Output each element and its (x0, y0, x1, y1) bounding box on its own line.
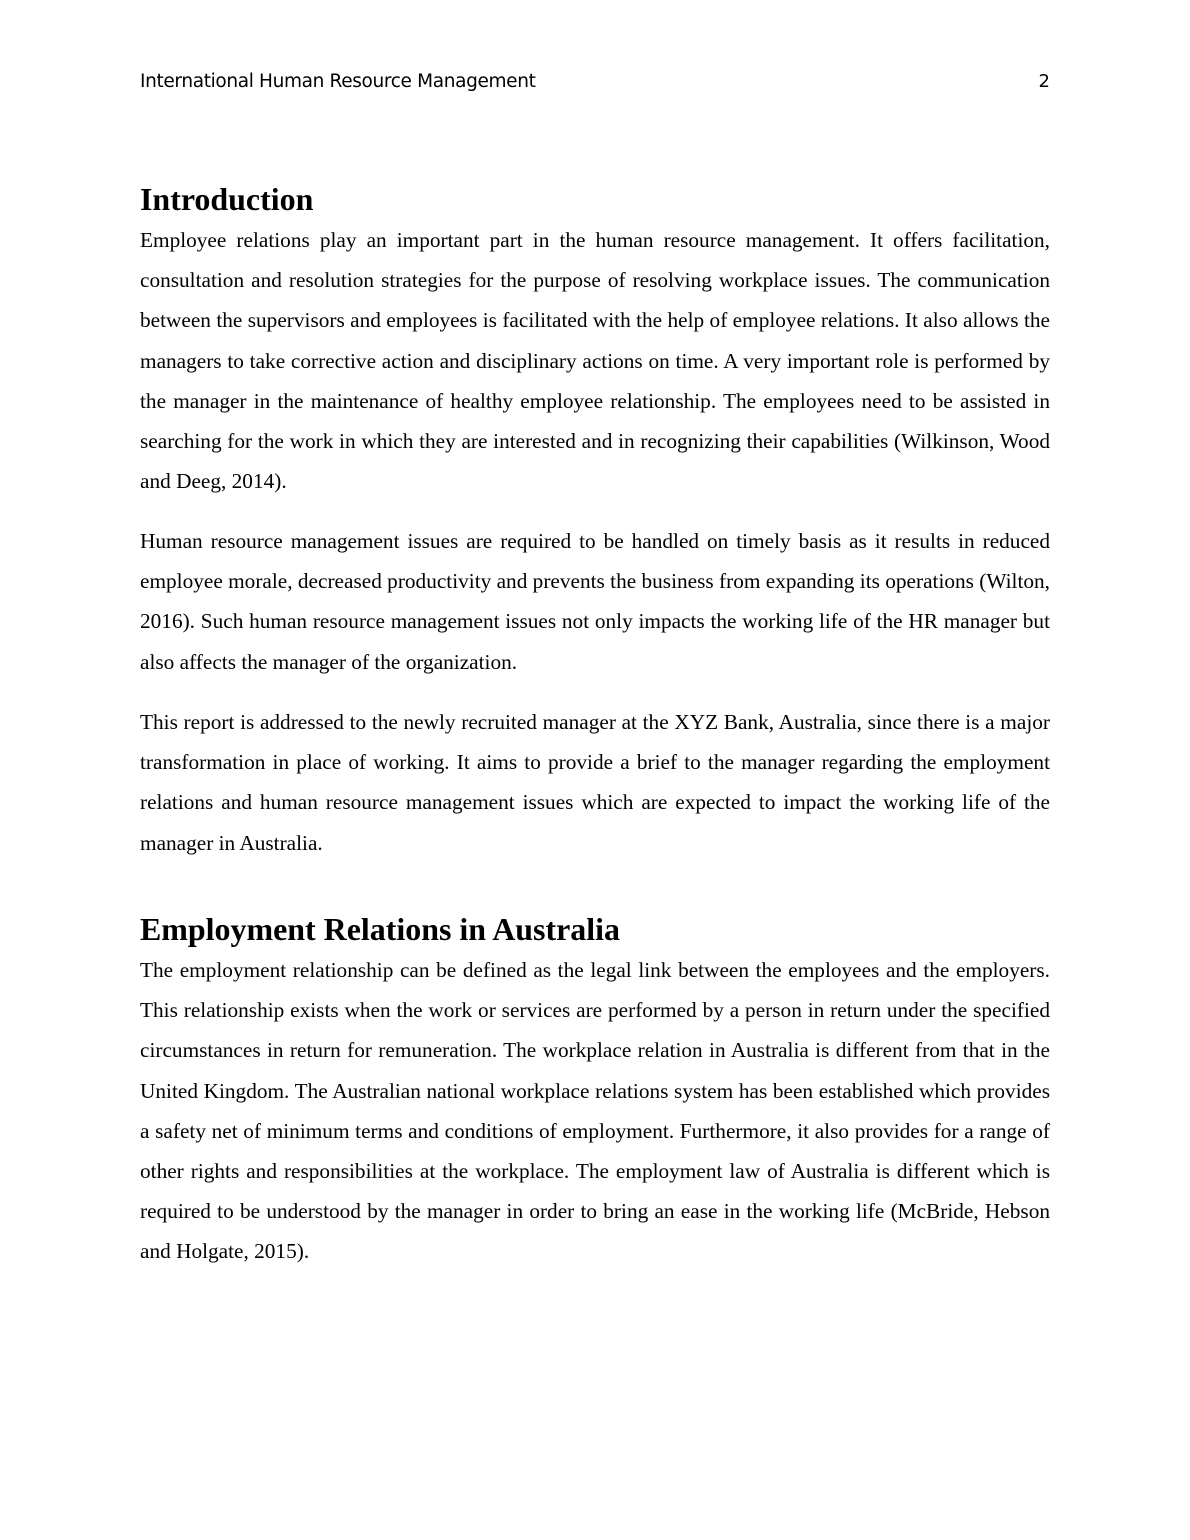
employment-relations-paragraph-1: The employment relationship can be defined as the legal link between the employees and the employers. This relationship exists when the work or services are performed by a person in return under the specified circumstances in return for remuneration. The workplace relation in Australia is different from that in the United Kingdom. The Australian national workplace relations system has been established which provides a safety net of minimum terms and conditions of employment. Furthermore, it also provides for a range of other rights and responsibilities at the workplace. The employment law of Australia is different which is required to be understood by the manager in order to bring an ease in the working life (McBride, Hebson and Holgate, 2015). (140, 958, 1050, 1264)
page-header (140, 71, 1050, 97)
section-heading-employment-relations: Employment Relations in Australia (140, 912, 620, 947)
running-title: International Human Resource Management (140, 71, 536, 92)
introduction-paragraph-3: This report is addressed to the newly recruited manager at the XYZ Bank, Australia, since there is a major transformation in place of working. It aims to provide a brief to the manager regarding the employment relations and human resource management issues which are expected to impact the working life of the manager in Australia. (140, 710, 1050, 855)
section-heading-introduction: Introduction (140, 182, 314, 217)
page-number: 2 (1038, 71, 1050, 92)
introduction-paragraph-1: Employee relations play an important part in the human resource management. It offers facilitation, consultation and resolution strategies for the purpose of resolving workplace issues. The communication between the supervisors and employees is facilitated with the help of employee relations. It also allows the managers to take corrective action and disciplinary actions on time. A very important role is performed by the manager in the maintenance of healthy employee relationship. The employees need to be assisted in searching for the work in which they are interested and in recognizing their capabilities (Wilkinson, Wood and Deeg, 2014). (140, 228, 1050, 494)
introduction-paragraph-2: Human resource management issues are required to be handled on timely basis as it results in reduced employee morale, decreased productivity and prevents the business from expanding its operations (Wilton, 2016). Such human resource management issues not only impacts the working life of the HR manager but also affects the manager of the organization. (140, 529, 1050, 674)
